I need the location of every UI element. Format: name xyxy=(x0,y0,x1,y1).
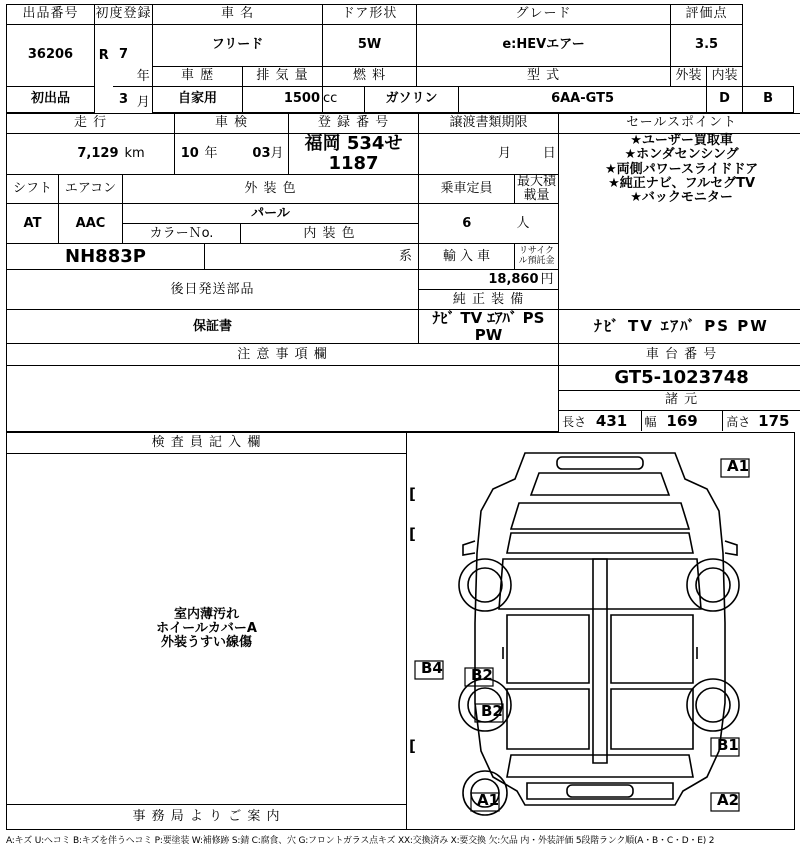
color-no-label: カラーＮo. xyxy=(123,224,241,244)
mileage-label: 走 行 xyxy=(7,114,175,134)
middle-table xyxy=(6,113,800,432)
transfer-month-unit: 月 xyxy=(495,134,515,175)
inspection-label: 車 検 xyxy=(175,114,289,134)
chassis-label: 車 台 番 号 xyxy=(559,344,800,366)
first-reg-month-unit: 月 xyxy=(135,87,153,113)
chassis-no: GT5-1023748 xyxy=(559,366,800,391)
model-label: 型 式 xyxy=(417,67,671,87)
fuel-label: 燃 料 xyxy=(323,67,417,87)
plate-label: 登 録 番 号 xyxy=(289,114,419,134)
shift-label: シフト xyxy=(7,174,59,204)
sales-point-item: ★純正ナビ、フルセグTV xyxy=(608,175,756,191)
damage-mark-a2: A2 xyxy=(717,791,740,810)
width-label: 幅 xyxy=(644,415,657,430)
inspector-notes xyxy=(7,454,407,804)
first-reg-era: R xyxy=(95,25,113,87)
history-value: 自家用 xyxy=(153,87,243,113)
inspector-note-line: 外装うすい線傷 xyxy=(160,635,252,651)
damage-mark-b1: B1 xyxy=(717,736,739,755)
damage-mark-b2-upper: B2 xyxy=(471,666,493,685)
model-value: 6AA-GT5 xyxy=(459,87,707,113)
damage-bracket-3: [ xyxy=(409,737,416,756)
exhibit-no-value: 36206 xyxy=(7,25,95,87)
interior-label: 内装 xyxy=(707,67,743,87)
first-reg-month: 3 xyxy=(113,87,135,113)
inspection-year: 10 xyxy=(175,134,205,175)
genuine-equip-value-right: ﾅﾋﾞ TV ｴｱﾊﾞ PS PW xyxy=(559,310,800,344)
grade-value: e:HEVエアー xyxy=(417,25,671,67)
mileage-unit: km xyxy=(123,134,175,175)
first-reg-label: 初度登録 xyxy=(95,5,153,25)
interior-color-value: 系 xyxy=(205,244,419,270)
score-value: 3.5 xyxy=(671,25,743,67)
sales-point-item: ★バックモニター xyxy=(630,190,733,206)
length-value: 431 xyxy=(595,412,628,431)
legend-text: A:キズ U:ヘコミ B:キズを伴うヘコミ P:要塗装 W:補修跡 S:錆 C:腐食、穴 G:フロントガラス点キズ XX:交換済み X:要交換 欠:欠品 内・外装評価 5段階ランク順(A・B・C・D・E) 2 xyxy=(6,836,715,846)
sales-point-label: セールスポイント xyxy=(559,114,800,134)
recycle-label: リサイクル預託金 xyxy=(515,244,559,270)
notes-label: 注 意 事 項 欄 xyxy=(7,344,559,366)
fuel-value: ガソリン xyxy=(365,87,459,113)
sales-point-item: ★ユーザー買取車 xyxy=(630,133,733,148)
length-label: 長さ xyxy=(562,415,587,430)
grade-label: グレード xyxy=(417,5,671,25)
inspector-note-line: 室内薄汚れ xyxy=(173,606,239,622)
plate-value: 福岡 534せ1187 xyxy=(289,134,419,175)
transfer-deadline-label: 譲渡書類期限 xyxy=(419,114,559,134)
first-reg-year-unit: 年 xyxy=(135,25,153,87)
import-label: 輸 入 車 xyxy=(419,244,515,270)
inspection-year-unit: 年 xyxy=(205,134,241,175)
seats-value: 6 xyxy=(419,204,515,244)
warranty-value: 保証書 xyxy=(7,310,419,344)
exterior-color-value: パール xyxy=(123,204,419,224)
mileage-value: 7,129 xyxy=(7,134,123,175)
exterior-color-label: 外 装 色 xyxy=(123,174,419,204)
score-label: 評価点 xyxy=(671,5,743,25)
aircon-value: AAC xyxy=(59,204,123,244)
sales-points-list xyxy=(559,134,800,310)
height-label: 高さ xyxy=(726,415,751,430)
car-name-value: フリード xyxy=(153,25,323,67)
inspection-month-unit: 月 xyxy=(271,134,289,175)
aircon-label: エアコン xyxy=(59,174,123,204)
inspector-label: 検 査 員 記 入 欄 xyxy=(7,433,407,454)
spec-label: 諸 元 xyxy=(559,390,800,410)
seats-label: 乗車定員 xyxy=(419,174,515,204)
car-diagram-svg xyxy=(407,433,793,829)
interior-grade: B xyxy=(743,87,794,113)
exterior-grade: D xyxy=(707,87,743,113)
seats-unit: 人 xyxy=(515,204,559,244)
inspection-month: 03 xyxy=(241,134,271,175)
transfer-day-unit: 日 xyxy=(541,134,559,175)
exterior-label: 外装 xyxy=(671,67,707,87)
max-load-label: 最大積載量 xyxy=(515,174,559,204)
sales-point-item: ★ホンダセンシング xyxy=(624,147,739,163)
exhibit-no-label: 出品番号 xyxy=(7,5,95,25)
door-shape-value: 5W xyxy=(323,25,417,67)
interior-color-label: 内 装 色 xyxy=(241,224,419,244)
recycle-unit: 円 xyxy=(541,270,559,290)
recycle-value: 18,860 xyxy=(419,270,541,290)
genuine-equip-value: ﾅﾋﾞ TV ｴｱﾊﾞ PS PW xyxy=(419,310,559,344)
damage-diagram xyxy=(407,433,795,830)
displacement-unit: cc xyxy=(323,87,365,113)
width-value: 169 xyxy=(666,412,698,431)
car-name-label: 車 名 xyxy=(153,5,323,25)
spec-values xyxy=(559,411,800,432)
later-parts-label: 後日発送部品 xyxy=(7,270,419,310)
damage-bracket-2: [ xyxy=(409,525,416,544)
displacement-value: 1500 xyxy=(243,87,323,113)
first-exhibit-badge: 初出品 xyxy=(7,87,95,113)
damage-mark-b4: B4 xyxy=(421,659,443,678)
history-label: 車 歴 xyxy=(153,67,243,87)
color-no-value: NH883P xyxy=(7,244,205,270)
damage-mark-b2-lower: B2 xyxy=(481,702,503,721)
first-reg-year: 7 xyxy=(113,25,135,87)
shift-value: AT xyxy=(7,204,59,244)
office-notice-label: 事 務 局 よ り ご 案 内 xyxy=(7,804,407,830)
damage-mark-a1-front: A1 xyxy=(727,457,750,476)
sales-point-item: ★両側パワースライドドア xyxy=(604,161,759,177)
notes-area xyxy=(7,366,559,432)
damage-bracket-1: [ xyxy=(409,485,416,504)
height-value: 175 xyxy=(758,412,790,431)
genuine-equip-label: 純 正 装 備 xyxy=(419,290,559,310)
bottom-table xyxy=(6,432,795,830)
door-shape-label: ドア形状 xyxy=(323,5,417,25)
damage-mark-a1-rear: A1 xyxy=(477,791,500,810)
header-table xyxy=(6,4,794,113)
displacement-label: 排 気 量 xyxy=(243,67,323,87)
inspector-note-line: ホイールカバーA xyxy=(156,620,257,636)
